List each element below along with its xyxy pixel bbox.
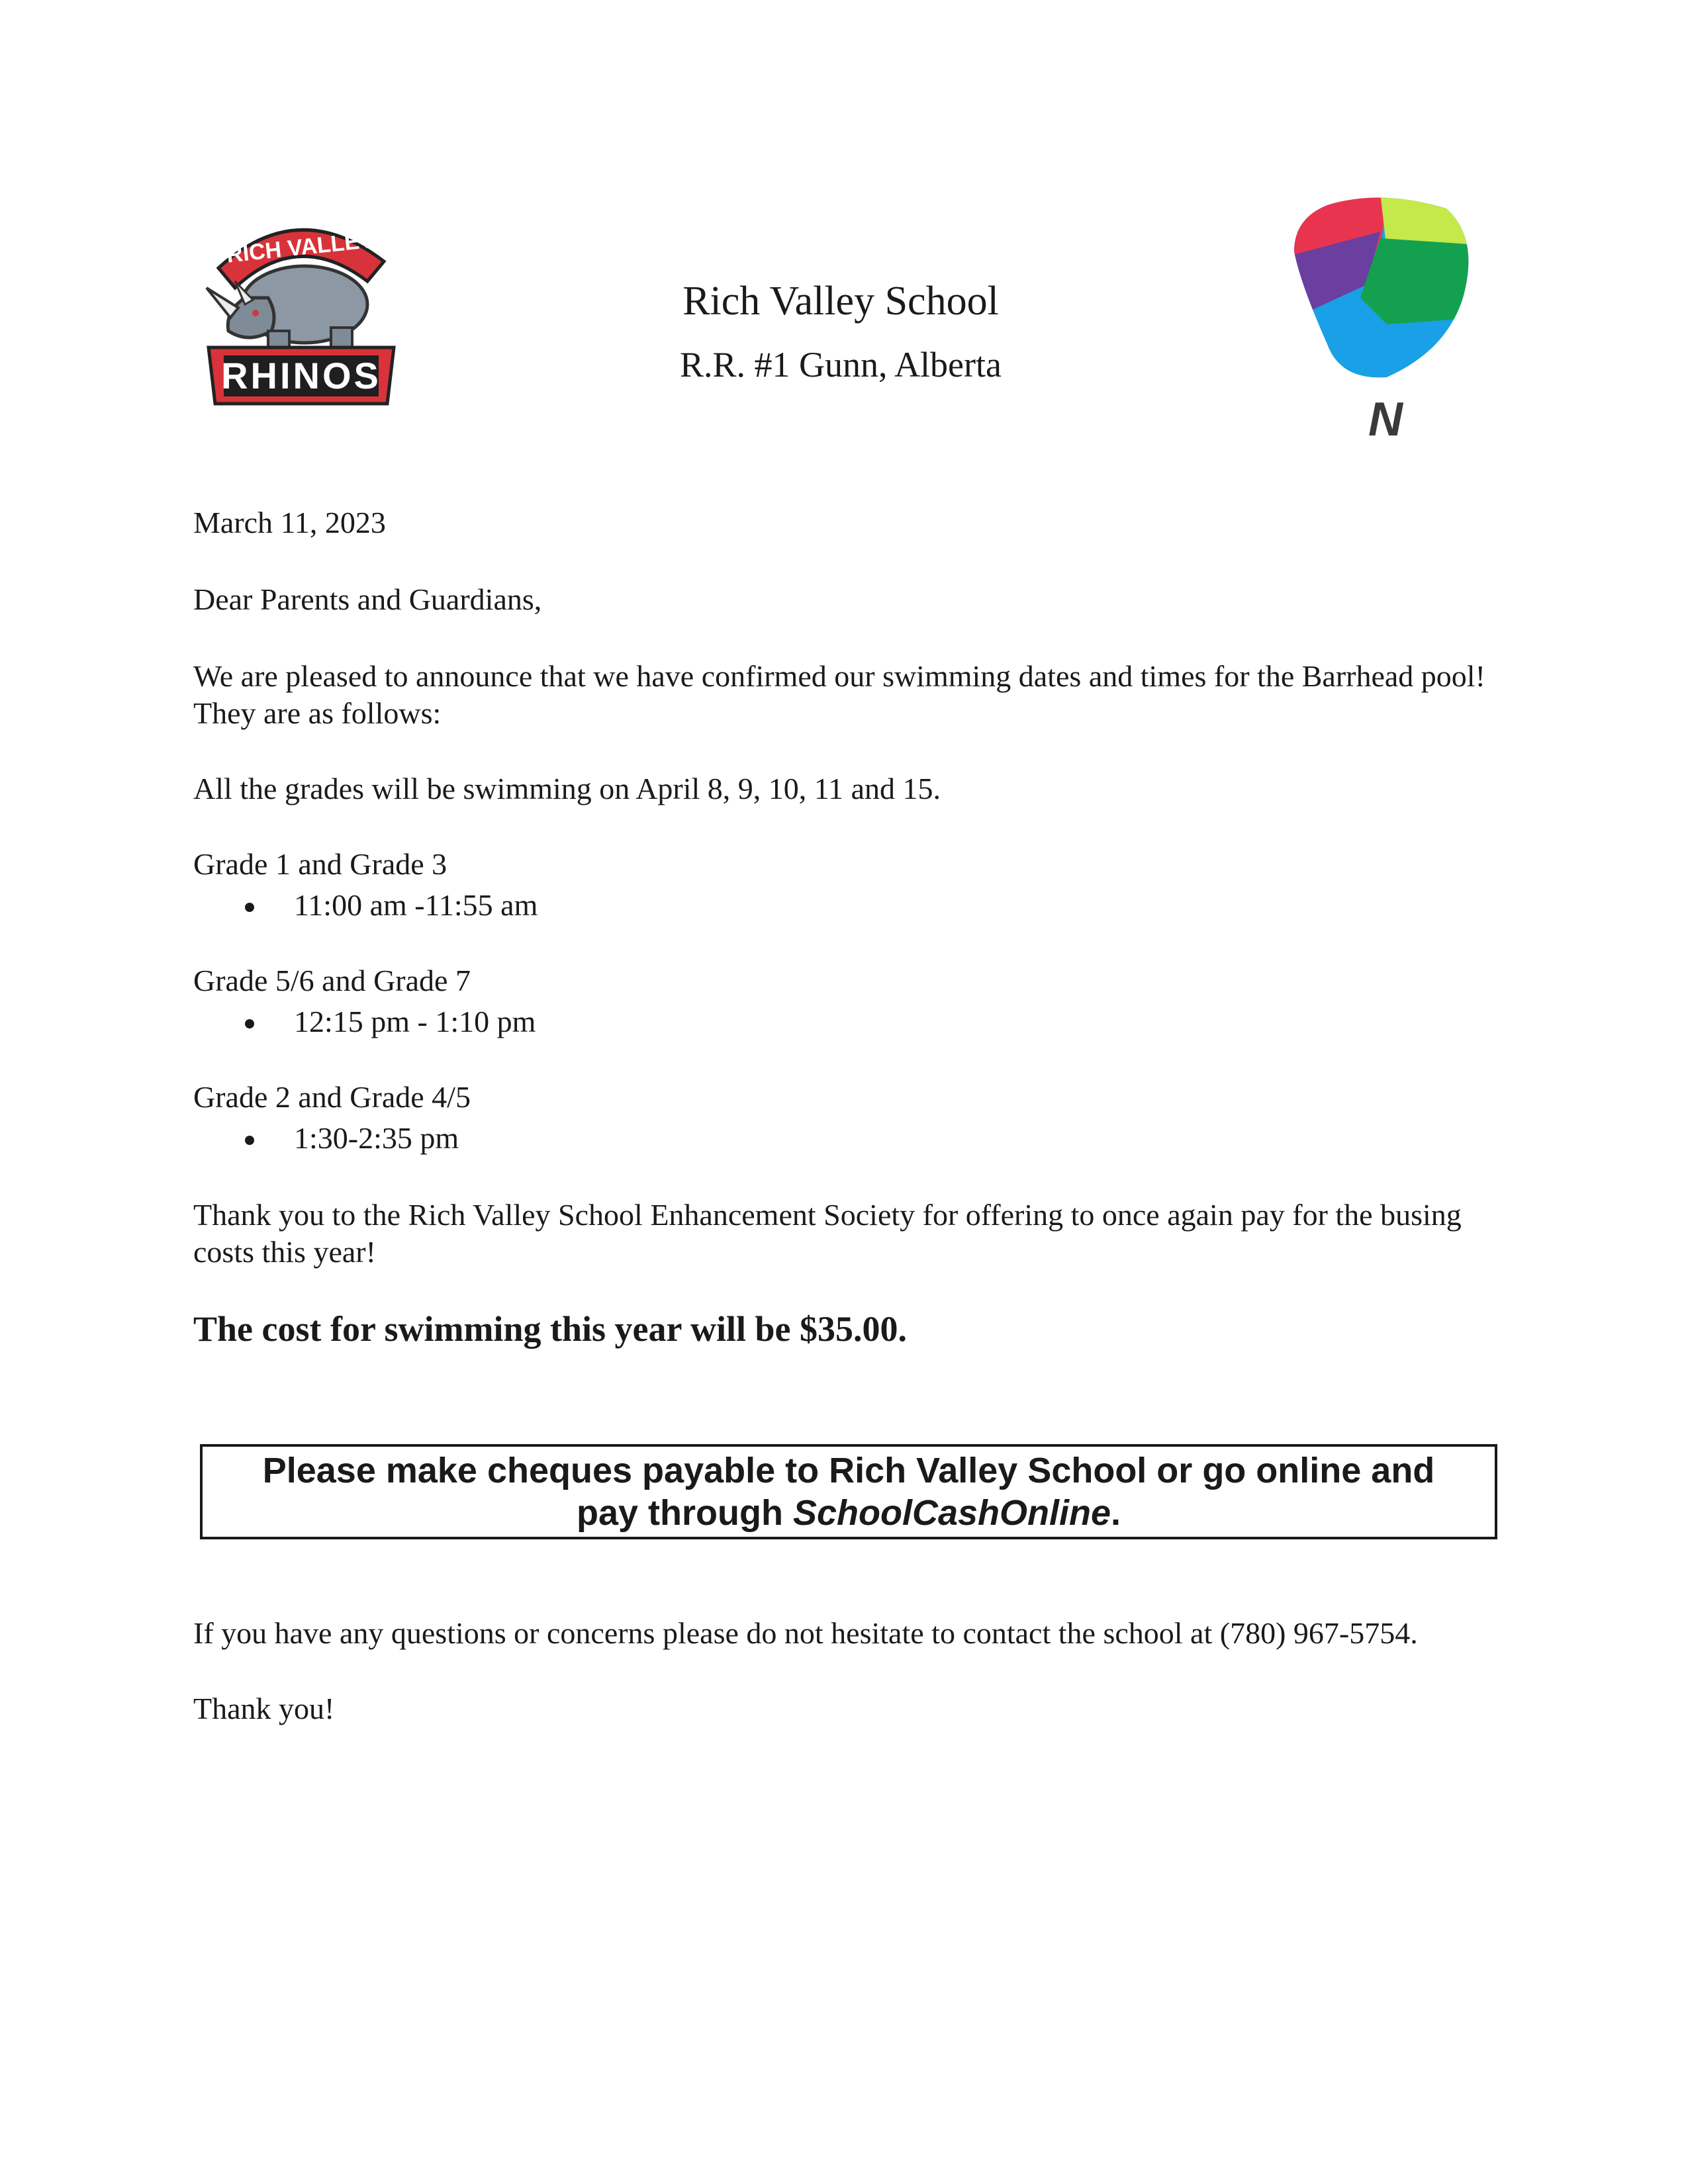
schedule-time-list bbox=[193, 887, 1517, 924]
payment-notice-box bbox=[200, 1444, 1497, 1539]
bullet-icon bbox=[245, 1019, 254, 1028]
bullet-icon bbox=[245, 1136, 254, 1145]
schedule-group bbox=[193, 962, 1517, 1040]
svg-text:RICH VALLEY: RICH VALLEY bbox=[225, 227, 376, 268]
payment-notice-line2 bbox=[203, 1492, 1495, 1534]
school-header bbox=[543, 275, 1139, 391]
schedule-time: 12:15 pm - 1:10 pm bbox=[294, 1005, 536, 1038]
schedule-time-item bbox=[193, 1120, 1517, 1157]
schedule-group bbox=[193, 1079, 1517, 1157]
swimming-cost: The cost for swimming this year will be $35.00. bbox=[193, 1309, 907, 1349]
schedule-time-list bbox=[193, 1120, 1517, 1157]
bullet-icon bbox=[245, 903, 254, 912]
schedule-time-item bbox=[193, 1003, 1517, 1040]
salutation: Dear Parents and Guardians, bbox=[193, 582, 542, 616]
sign-off: Thank you! bbox=[193, 1692, 335, 1725]
contact-paragraph: If you have any questions or concerns please do not hesitate to contact the school at (780) 967-5754. bbox=[193, 1616, 1418, 1650]
schedule-time: 11:00 am -11:55 am bbox=[294, 888, 538, 922]
intro-paragraph: We are pleased to announce that we have confirmed our swimming dates and times for the Barrhead pool! They are as follows: bbox=[193, 659, 1485, 730]
schedule-group-title: Grade 2 and Grade 4/5 bbox=[193, 1080, 471, 1114]
letter-body bbox=[193, 504, 1517, 1347]
schedule-time-item bbox=[193, 887, 1517, 924]
balloon-logo-letter: N bbox=[1368, 393, 1403, 443]
schedule-group bbox=[193, 846, 1517, 924]
rhinos-mascot-logo bbox=[199, 189, 404, 414]
payment-notice-line1: Please make cheques payable to Rich Valley School or go online and bbox=[262, 1451, 1435, 1490]
letter-date: March 11, 2023 bbox=[193, 506, 386, 539]
school-name: Rich Valley School bbox=[682, 279, 999, 324]
svg-text:RHINOS: RHINOS bbox=[221, 355, 381, 396]
payment-notice-prefix: pay through bbox=[576, 1493, 793, 1533]
payment-notice-suffix: . bbox=[1111, 1493, 1121, 1533]
schedule-group-title: Grade 1 and Grade 3 bbox=[193, 847, 447, 881]
closing-block bbox=[193, 1615, 1504, 1727]
schedule-time: 1:30-2:35 pm bbox=[294, 1121, 459, 1155]
schedule-time-list bbox=[193, 1003, 1517, 1040]
enhancement-society-thanks: Thank you to the Rich Valley School Enhancement Society for offering to once again pay for the busing costs this year! bbox=[193, 1198, 1462, 1269]
swim-dates: All the grades will be swimming on April 8, 9, 10, 11 and 15. bbox=[193, 772, 941, 805]
multicolor-balloon-logo bbox=[1281, 192, 1479, 443]
school-address: R.R. #1 Gunn, Alberta bbox=[680, 345, 1002, 385]
schoolcashonline-text: SchoolCashOnline bbox=[792, 1493, 1111, 1533]
schedule-group-title: Grade 5/6 and Grade 7 bbox=[193, 964, 471, 997]
